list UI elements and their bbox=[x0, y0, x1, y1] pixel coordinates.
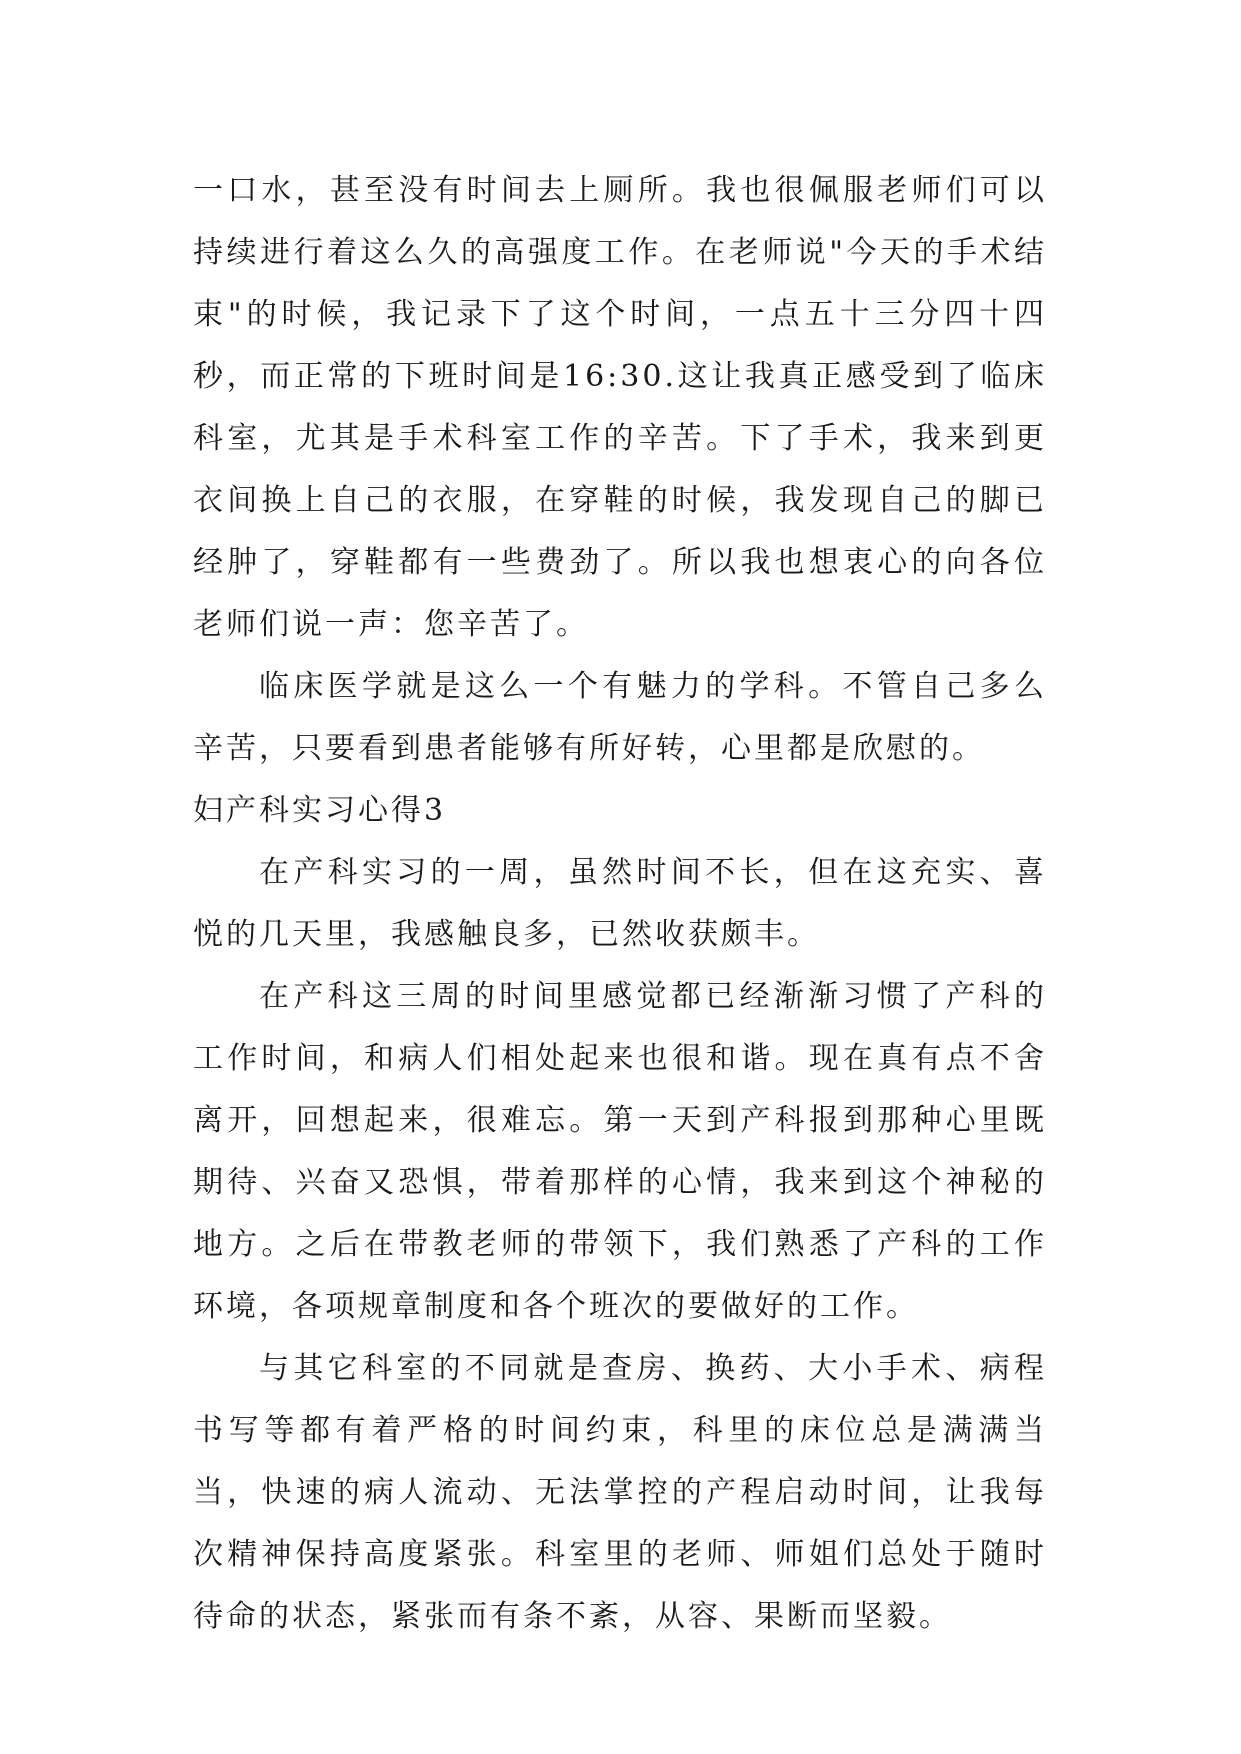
paragraph-differences: 与其它科室的不同就是查房、换药、大小手术、病程书写等都有着严格的时间约束，科里的床位总是满满当当，快速的病人流动、无法掌控的产程启动时间，让我每次精神保持高度紧张。科室里的老师、师姐们总处于随时待命的状态，紧张而有条不紊，从容、果断而坚毅。 bbox=[193, 1351, 1047, 1634]
section-heading: 妇产科实习心得3 bbox=[193, 793, 447, 828]
document-body bbox=[193, 160, 1047, 1648]
paragraph-obstetrics-week: 在产科实习的一周，虽然时间不长，但在这充实、喜悦的几天里，我感触良多，已然收获颇丰。 bbox=[193, 855, 1047, 952]
paragraph-clinical-medicine: 临床医学就是这么一个有魅力的学科。不管自己多么辛苦，只要看到患者能够有所好转，心里都是欣慰的。 bbox=[193, 669, 1047, 766]
paragraph-continuation: 一口水，甚至没有时间去上厕所。我也很佩服老师们可以持续进行着这么久的高强度工作。在老师说"今天的手术结束"的时候，我记录下了这个时间，一点五十三分四十四秒，而正常的下班时间是16:30.这让我真正感受到了临床科室，尤其是手术科室工作的辛苦。下了手术，我来到更衣间换上自己的衣服，在穿鞋的时候，我发现自己的脚已经肿了，穿鞋都有一些费劲了。所以我也想衷心的向各位老师们说一声：您辛苦了。 bbox=[193, 173, 1047, 642]
paragraph-three-weeks: 在产科这三周的时间里感觉都已经渐渐习惯了产科的工作时间，和病人们相处起来也很和谐。现在真有点不舍离开，回想起来，很难忘。第一天到产科报到那种心里既期待、兴奋又恐惧，带着那样的心情，我来到这个神秘的地方。之后在带教老师的带领下，我们熟悉了产科的工作环境，各项规章制度和各个班次的要做好的工作。 bbox=[193, 979, 1047, 1324]
